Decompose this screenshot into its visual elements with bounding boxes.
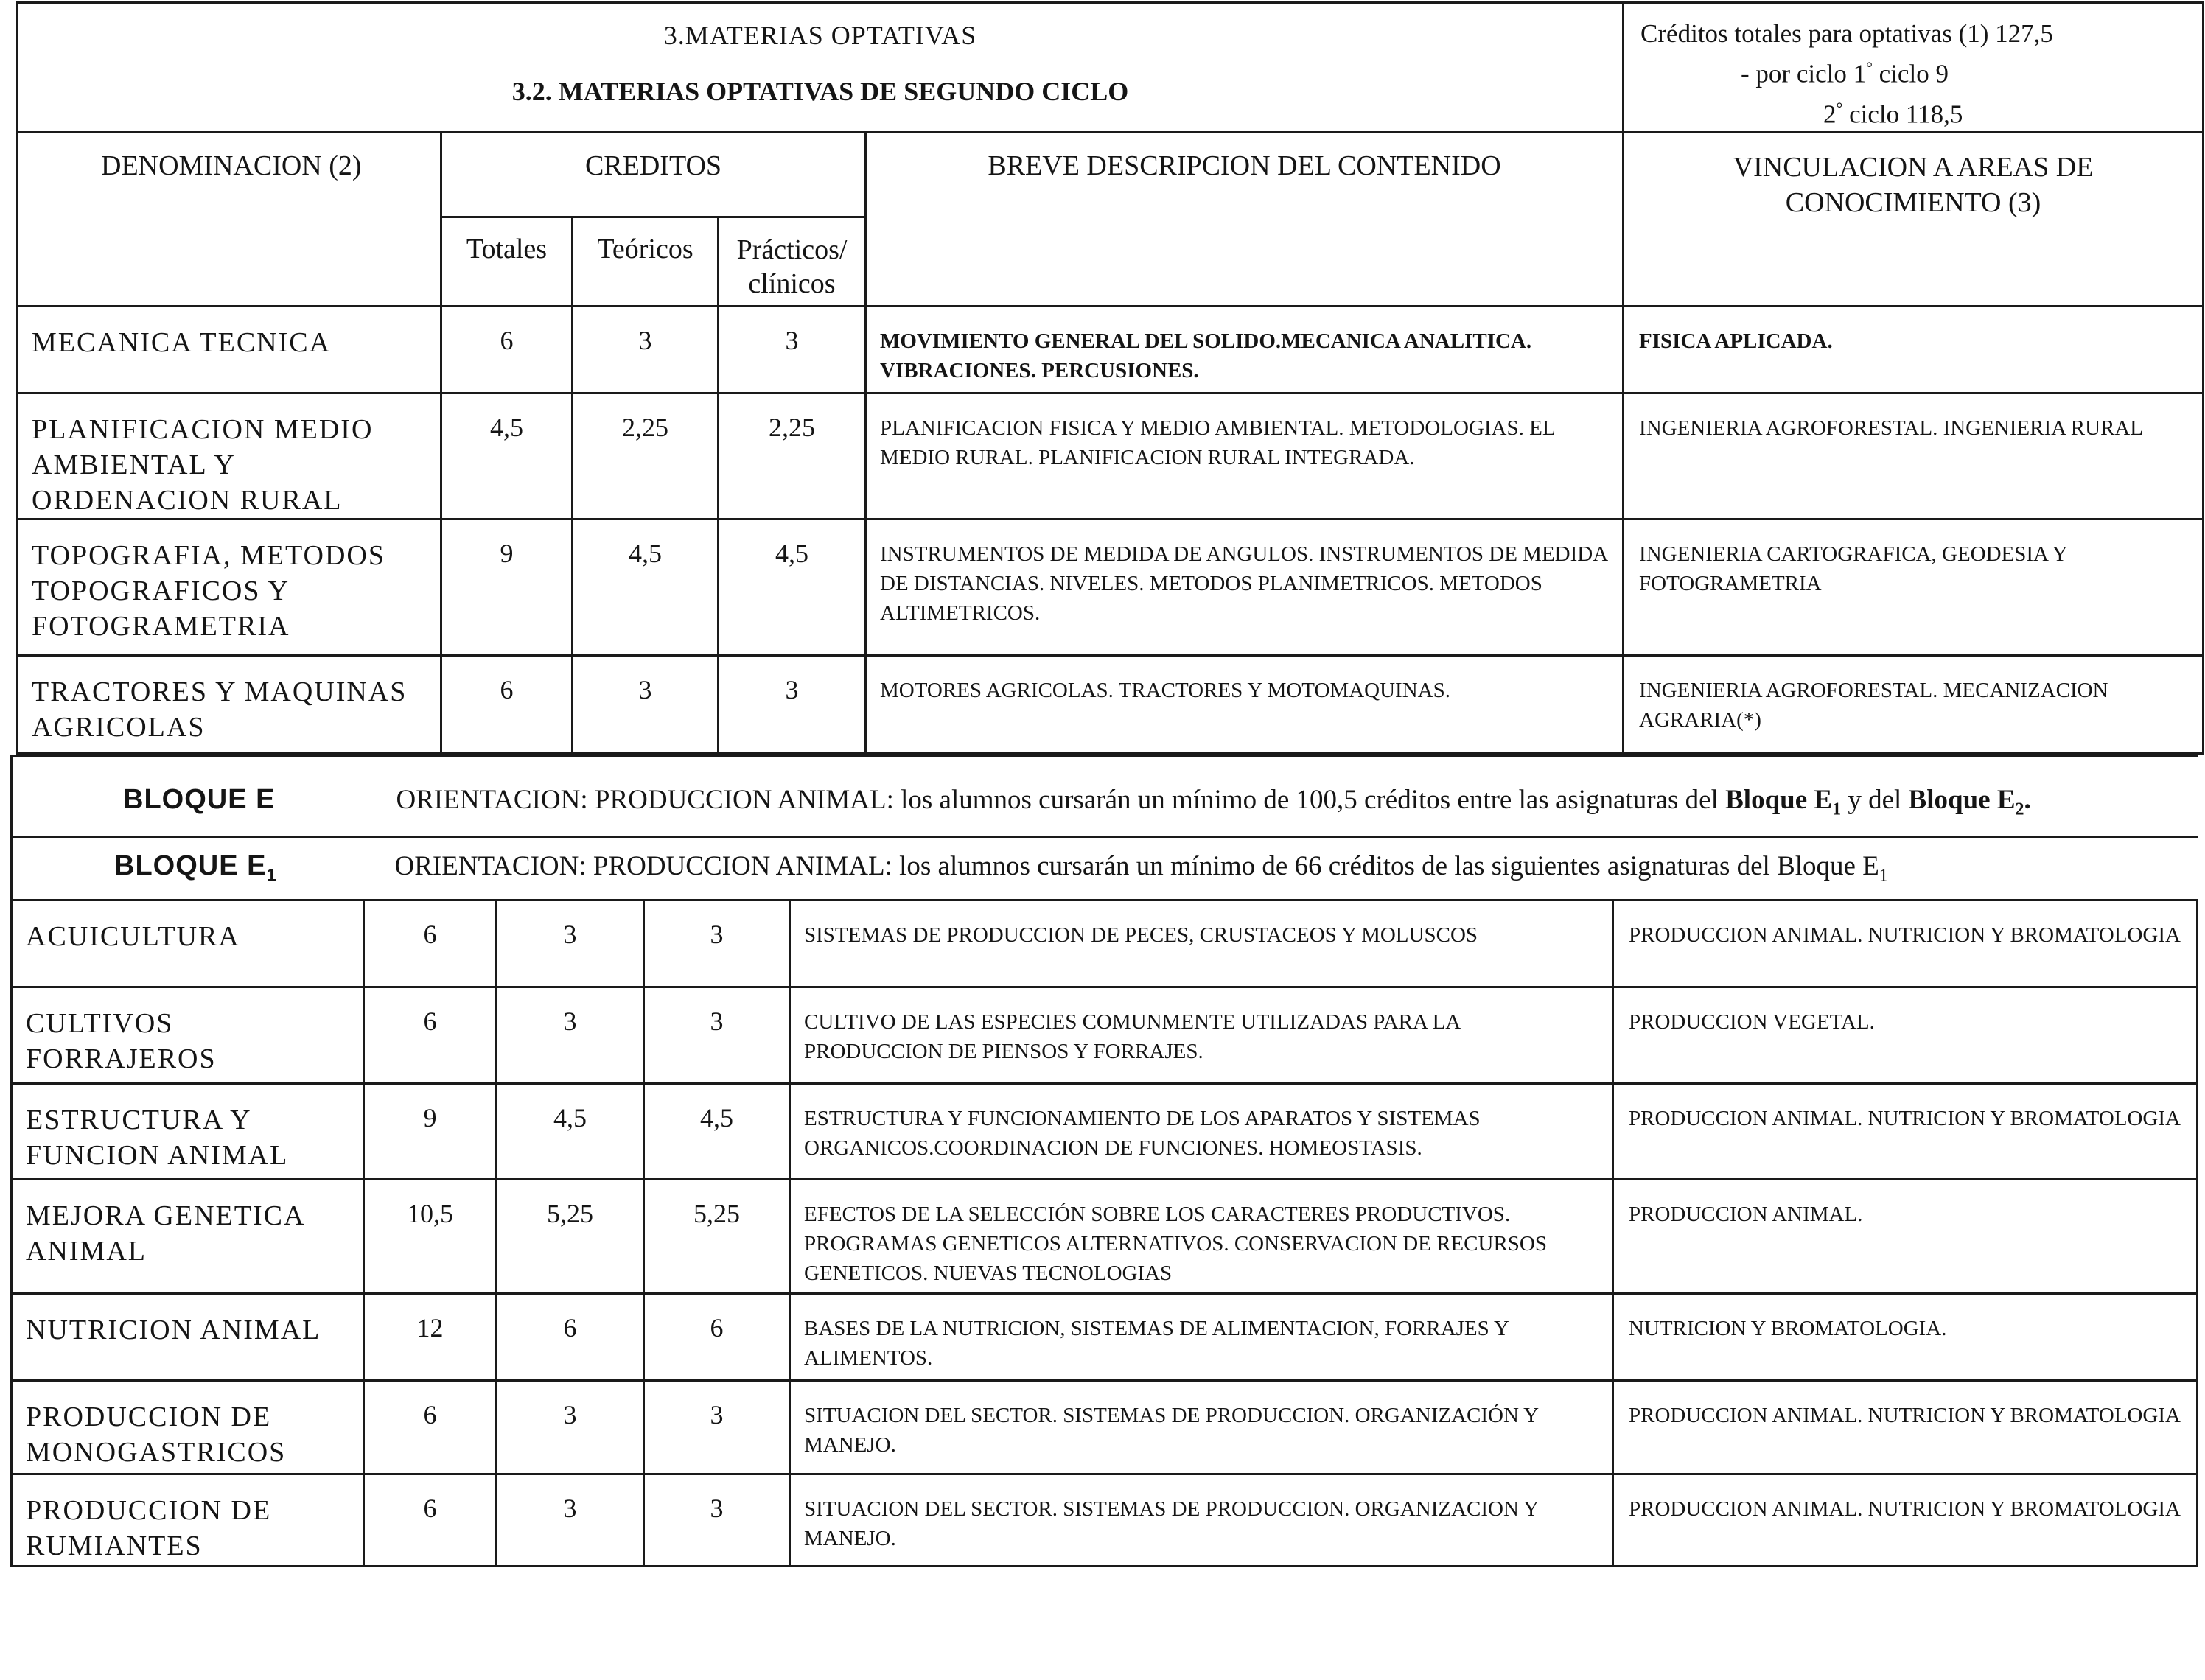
table-row [12, 1180, 2198, 1294]
bloque-e1-label-text: BLOQUE E [114, 850, 267, 882]
creditos-teoricos-value: 3 [573, 307, 719, 393]
knowledge-area: INGENIERIA CARTOGRAFICA, GEODESIA Y FOTOGRAMETRIA [1624, 519, 2204, 656]
degree-sign: ° [1836, 98, 1843, 117]
subject-name: PRODUCCION DE MONOGASTRICOS [12, 1381, 364, 1474]
subject-name: TOPOGRAFIA, METODOS TOPOGRAFICOS Y FOTOGRAMETRIA [18, 519, 441, 656]
subject-description: INSTRUMENTOS DE MEDIDA DE ANGULOS. INSTRUMENTOS DE MEDIDA DE DISTANCIAS. NIVELES. METODOS PLANIMETRICOS. METODOS ALTIMETRICOS. [866, 519, 1624, 656]
upper-table [16, 1, 2204, 755]
subject-description: SITUACION DEL SECTOR. SISTEMAS DE PRODUCCION. ORGANIZACION Y MANEJO. [790, 1474, 1613, 1567]
creditos-practicos-value: 2,25 [719, 393, 866, 519]
lower-table [10, 755, 2198, 1567]
creditos-totales-value: 6 [441, 307, 573, 393]
bloque-e-label: BLOQUE E [123, 784, 276, 815]
creditos-practicos-value: 4,5 [719, 519, 866, 656]
subject-name: ACUICULTURA [12, 900, 364, 987]
knowledge-area: PRODUCCION ANIMAL. [1613, 1180, 2198, 1294]
bloque-e-bold-1: Bloque E [1725, 785, 1833, 815]
bloque-e-text-b: y del [1841, 785, 1909, 815]
table-row [12, 900, 2198, 987]
creditos-totales-value: 6 [364, 900, 497, 987]
table-row [12, 987, 2198, 1084]
knowledge-area: PRODUCCION ANIMAL. NUTRICION Y BROMATOLOGIA [1613, 1084, 2198, 1180]
table-row [12, 1474, 2198, 1567]
table-row [12, 1381, 2198, 1474]
subject-description: BASES DE LA NUTRICION, SISTEMAS DE ALIMENTACION, FORRAJES Y ALIMENTOS. [790, 1294, 1613, 1381]
col-vinculacion [1624, 133, 2204, 307]
ciclo2-prefix: 2 [1823, 99, 1837, 129]
creditos-teoricos-value: 2,25 [573, 393, 719, 519]
subject-description: MOVIMIENTO GENERAL DEL SOLIDO.MECANICA ANALITICA. VIBRACIONES. PERCUSIONES. [866, 307, 1624, 393]
bloque-e1-label-sub: 1 [266, 865, 277, 886]
creditos-practicos-value: 4,5 [644, 1084, 790, 1180]
creditos-teoricos-value: 4,5 [497, 1084, 644, 1180]
creditos-practicos-value: 3 [644, 900, 790, 987]
creditos-teoricos-value: 3 [497, 1381, 644, 1474]
col-denominacion: DENOMINACION (2) [18, 133, 441, 307]
creditos-totales-cell [1624, 3, 2204, 133]
col-teoricos: Teóricos [573, 217, 719, 307]
degree-sign: ° [1866, 58, 1873, 77]
knowledge-area: PRODUCCION ANIMAL. NUTRICION Y BROMATOLOGIA [1613, 1381, 2198, 1474]
creditos-practicos-value: 3 [719, 656, 866, 754]
subject-description: SISTEMAS DE PRODUCCION DE PECES, CRUSTACEOS Y MOLUSCOS [790, 900, 1613, 987]
col-totales: Totales [441, 217, 573, 307]
creditos-totales-value: 10,5 [364, 1180, 497, 1294]
knowledge-area: PRODUCCION VEGETAL. [1613, 987, 2198, 1084]
bloque-e-text-a: ORIENTACION: PRODUCCION ANIMAL: los alumnos cursarán un mínimo de 100,5 créditos entre las asignaturas del [396, 785, 1726, 815]
subject-description: SITUACION DEL SECTOR. SISTEMAS DE PRODUCCION. ORGANIZACIÓN Y MANEJO. [790, 1381, 1613, 1474]
creditos-totales-value: 4,5 [441, 393, 573, 519]
bloque-e1-text-sub: 1 [1879, 866, 1888, 886]
ciclo2-suffix: ciclo 118,5 [1842, 99, 1963, 129]
col-creditos: CREDITOS [441, 133, 866, 217]
bloque-e1-row [12, 837, 2198, 900]
bloque-e-text-c: . [2024, 785, 2031, 815]
creditos-totales: Créditos totales para optativas (1) 127,5 [1640, 19, 2053, 48]
creditos-totales-value: 6 [441, 656, 573, 754]
subject-description: CULTIVO DE LAS ESPECIES COMUNMENTE UTILIZADAS PARA LA PRODUCCION DE PIENSOS Y FORRAJES. [790, 987, 1613, 1084]
creditos-teoricos-value: 3 [497, 1474, 644, 1567]
title-row [18, 3, 2204, 133]
table-row [18, 307, 2204, 393]
column-header-row [18, 133, 2204, 217]
creditos-totales-value: 6 [364, 1474, 497, 1567]
por-ciclo-suffix: ciclo 9 [1872, 59, 1949, 88]
col-practicos-line2: clínicos [748, 268, 836, 300]
creditos-practicos-value: 3 [644, 1474, 790, 1567]
creditos-totales-value: 9 [441, 519, 573, 656]
bloque-e-cell [12, 756, 2198, 837]
col-vinculacion-line1: VINCULACION A AREAS DE [1733, 152, 2094, 183]
col-practicos [719, 217, 866, 307]
section-subtitle: 3.2. MATERIAS OPTATIVAS DE SEGUNDO CICLO [511, 77, 1129, 106]
creditos-practicos-value: 3 [644, 987, 790, 1084]
subject-name: NUTRICION ANIMAL [12, 1294, 364, 1381]
subject-description: ESTRUCTURA Y FUNCIONAMIENTO DE LOS APARATOS Y SISTEMAS ORGANICOS.COORDINACION DE FUNCIONES. HOMEOSTASIS. [790, 1084, 1613, 1180]
subject-name: PRODUCCION DE RUMIANTES [12, 1474, 364, 1567]
por-ciclo-1 [1640, 51, 2202, 91]
creditos-teoricos-value: 6 [497, 1294, 644, 1381]
col-descripcion: BREVE DESCRIPCION DEL CONTENIDO [866, 133, 1624, 307]
knowledge-area: INGENIERIA AGROFORESTAL. INGENIERIA RURAL [1624, 393, 2204, 519]
knowledge-area: NUTRICION Y BROMATOLOGIA. [1613, 1294, 2198, 1381]
por-ciclo-prefix: - por ciclo 1 [1741, 59, 1867, 88]
table-row [18, 393, 2204, 519]
bloque-e-text [396, 784, 2031, 819]
bloque-e-row [12, 756, 2198, 837]
creditos-teoricos-value: 3 [573, 656, 719, 754]
creditos-practicos-value: 6 [644, 1294, 790, 1381]
subject-description: MOTORES AGRICOLAS. TRACTORES Y MOTOMAQUINAS. [866, 656, 1624, 754]
creditos-practicos-value: 3 [719, 307, 866, 393]
col-vinculacion-line2: CONOCIMIENTO (3) [1785, 187, 2041, 219]
creditos-teoricos-value: 5,25 [497, 1180, 644, 1294]
creditos-totales-value: 6 [364, 1381, 497, 1474]
knowledge-area: PRODUCCION ANIMAL. NUTRICION Y BROMATOLOGIA [1613, 900, 2198, 987]
creditos-practicos-value: 3 [644, 1381, 790, 1474]
knowledge-area: INGENIERIA AGROFORESTAL. MECANIZACION AGRARIA(*) [1624, 656, 2204, 754]
table-row [12, 1084, 2198, 1180]
creditos-totales-value: 9 [364, 1084, 497, 1180]
knowledge-area: FISICA APLICADA. [1624, 307, 2204, 393]
subject-name: MEJORA GENETICA ANIMAL [12, 1180, 364, 1294]
bloque-e-sub-1: 1 [1832, 799, 1842, 819]
title-cell [18, 3, 1624, 133]
section-title: 3.MATERIAS OPTATIVAS [663, 21, 977, 50]
bloque-e1-text [395, 850, 1888, 886]
subject-description: PLANIFICACION FISICA Y MEDIO AMBIENTAL. METODOLOGIAS. EL MEDIO RURAL. PLANIFICACION RURAL INTEGRADA. [866, 393, 1624, 519]
col-practicos-line1: Prácticos/ [736, 234, 848, 266]
creditos-practicos-value: 5,25 [644, 1180, 790, 1294]
subject-name: CULTIVOS FORRAJEROS [12, 987, 364, 1084]
bloque-e-sub-2: 2 [2015, 799, 2024, 819]
subject-name: MECANICA TECNICA [18, 307, 441, 393]
creditos-teoricos-value: 3 [497, 987, 644, 1084]
bloque-e1-cell [12, 837, 2198, 900]
table-row [12, 1294, 2198, 1381]
ciclo-2 [1640, 91, 2202, 132]
bloque-e1-text-a: ORIENTACION: PRODUCCION ANIMAL: los alumnos cursarán un mínimo de 66 créditos de las siguientes asignaturas del Bloque E [394, 851, 1879, 882]
creditos-teoricos-value: 4,5 [573, 519, 719, 656]
subject-description: EFECTOS DE LA SELECCIÓN SOBRE LOS CARACTERES PRODUCTIVOS. PROGRAMAS GENETICOS ALTERNATIVOS. CONSERVACION DE RECURSOS GENETICOS. NUEVAS TECNOLOGIAS [790, 1180, 1613, 1294]
bloque-e1-label [13, 850, 277, 886]
knowledge-area: PRODUCCION ANIMAL. NUTRICION Y BROMATOLOGIA [1613, 1474, 2198, 1567]
creditos-totales-value: 12 [364, 1294, 497, 1381]
table-row [18, 519, 2204, 656]
table-row [18, 656, 2204, 754]
creditos-teoricos-value: 3 [497, 900, 644, 987]
subject-name: ESTRUCTURA Y FUNCION ANIMAL [12, 1084, 364, 1180]
creditos-totales-value: 6 [364, 987, 497, 1084]
bloque-e-bold-2: Bloque E [1908, 785, 2016, 815]
subject-name: TRACTORES Y MAQUINAS AGRICOLAS [18, 656, 441, 754]
subject-name: PLANIFICACION MEDIO AMBIENTAL Y ORDENACION RURAL [18, 393, 441, 519]
